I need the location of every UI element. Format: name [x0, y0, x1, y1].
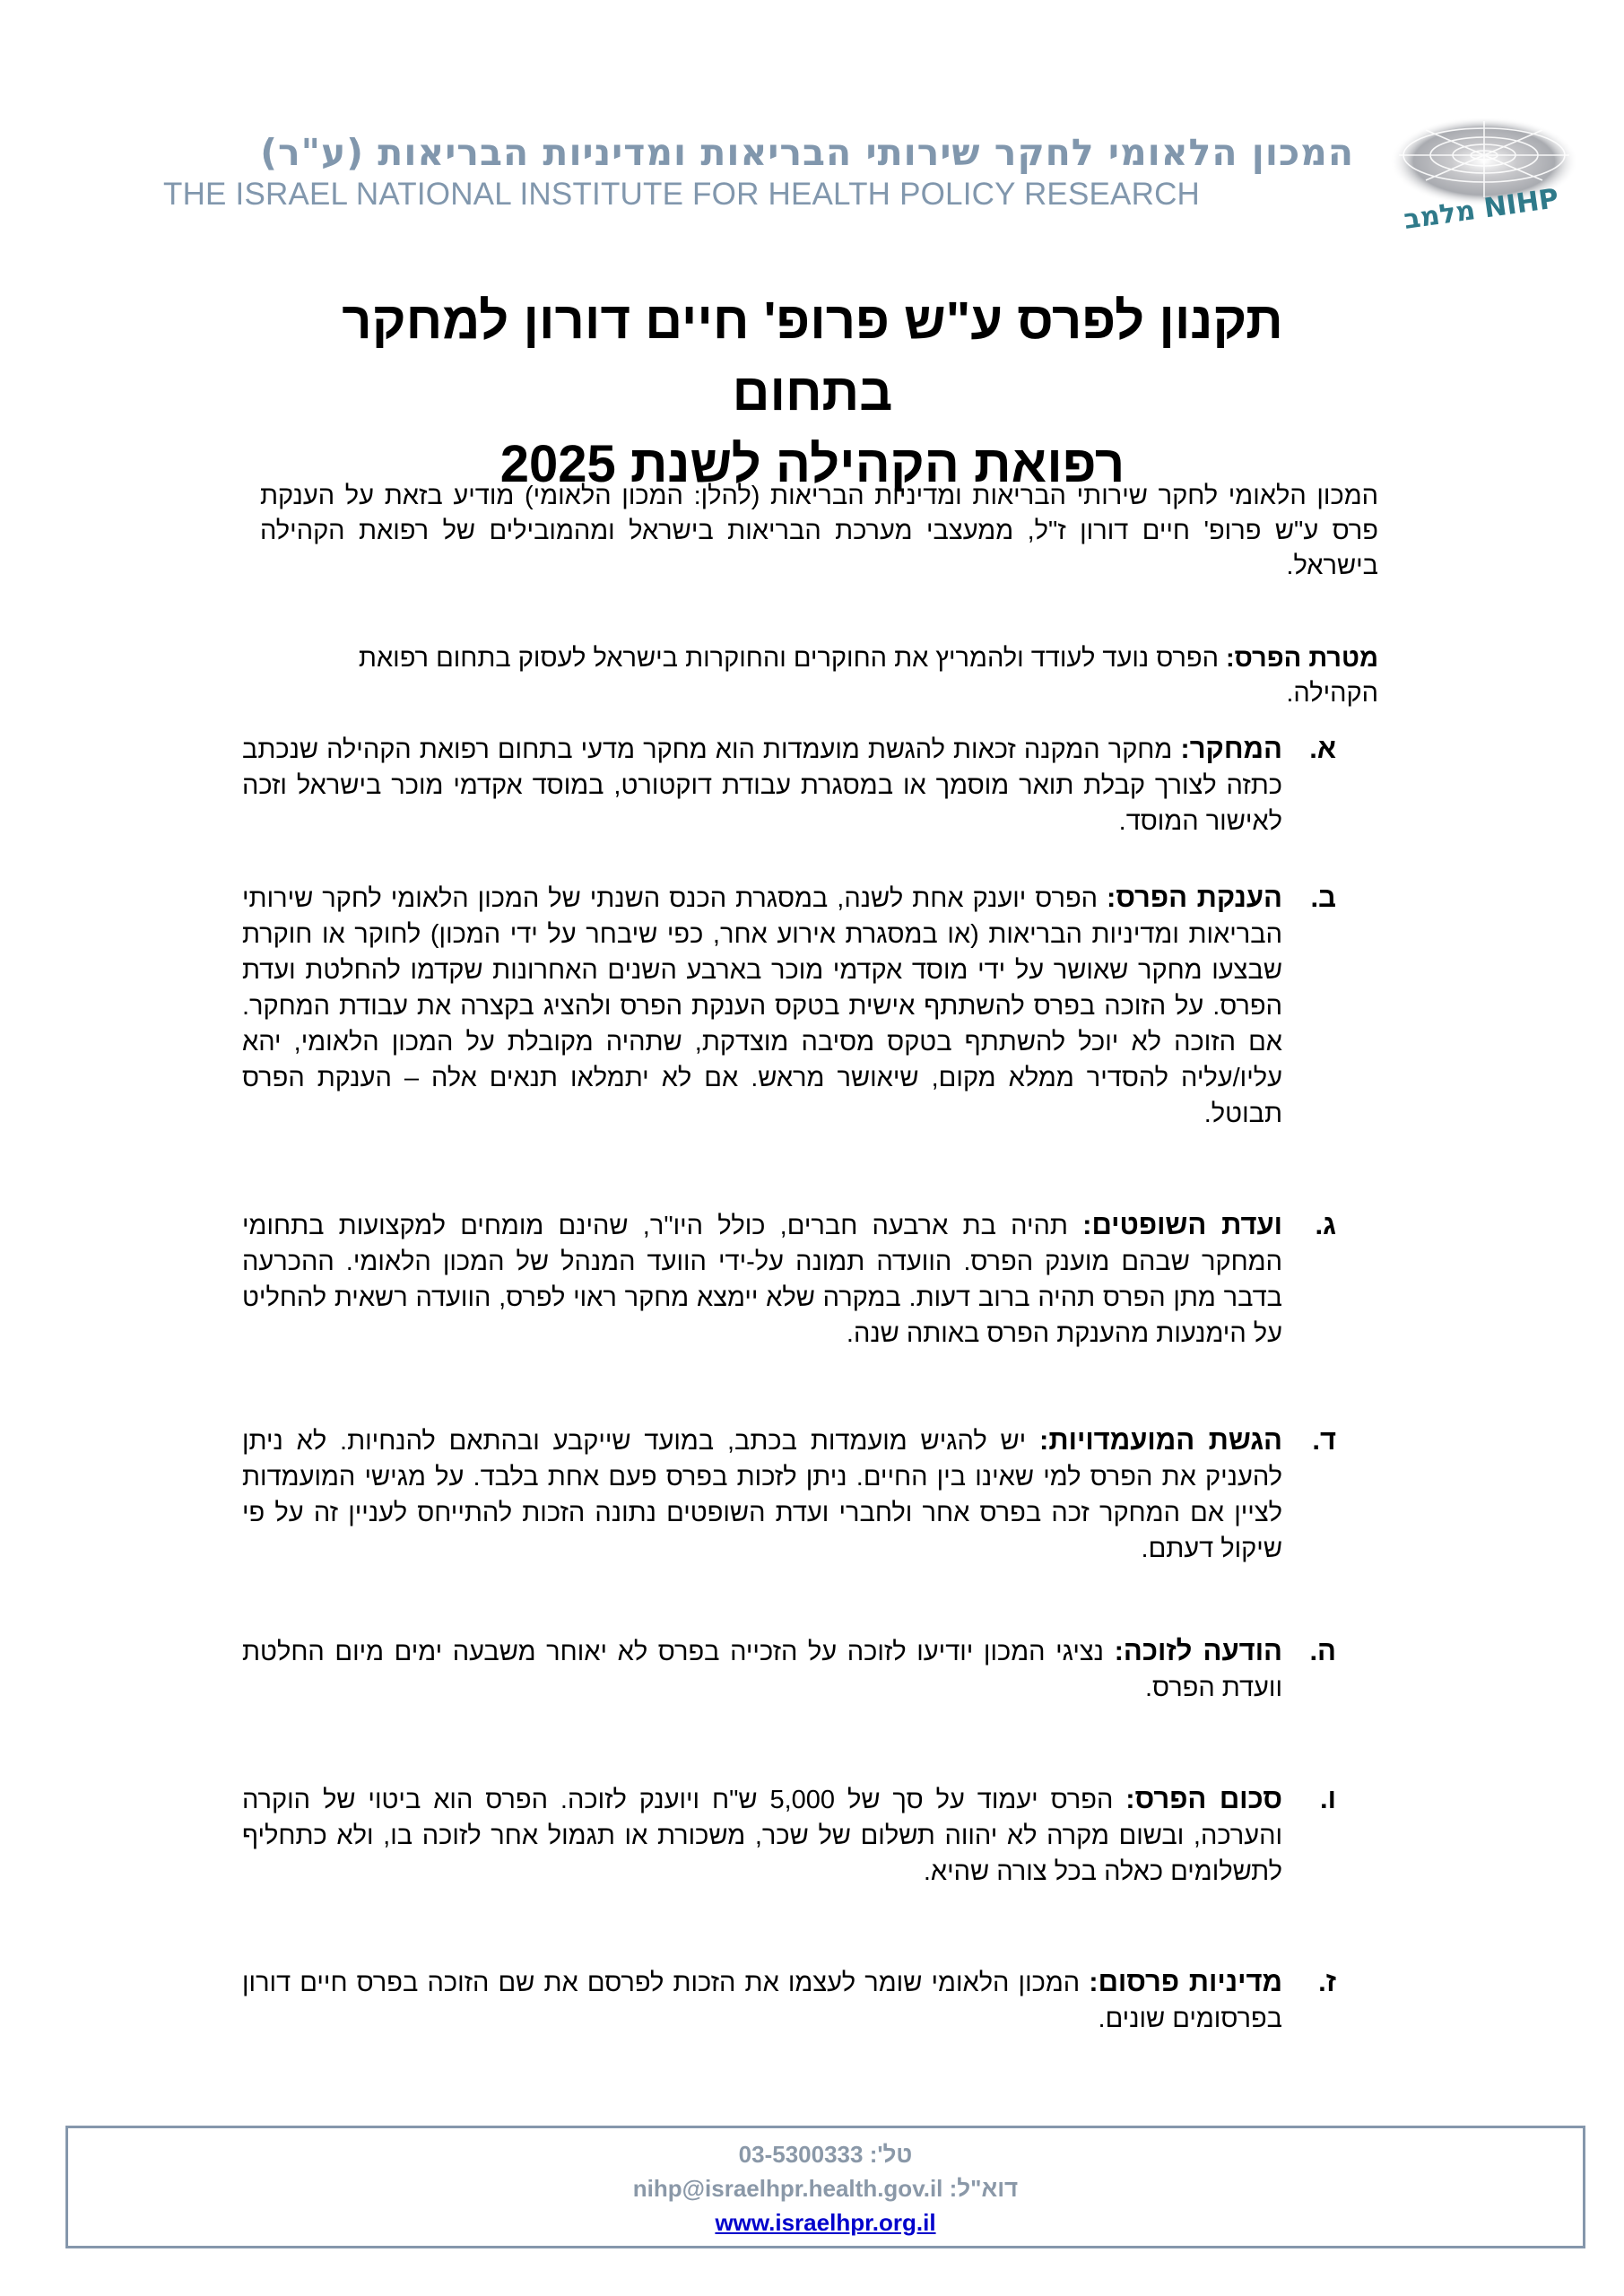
document-title	[269, 285, 1356, 500]
item-marker: ה.	[1309, 1635, 1336, 1666]
item-marker: ד.	[1312, 1424, 1336, 1456]
item-text: הפרס יוענק אחת לשנה, במסגרת הכנס השנתי של המכון הלאומי לחקר שירותי הבריאות ומדיניות הבריאות (או במסגרת אירוע אחר, כפי שיבחר על ידי המכון) לחוקר או חוקרת שבצעו מחקר שאושר על ידי מוסד אקדמי מוכר בארבע השנים האחרונות שקדמו להחלטת ועדת הפרס. על הזוכה בפרס להשתתף אישית בטקס הענקת הפרס ולהציג בקצרה את עבודת המחקר. אם הזוכה לא יוכל להשתתף בטקס מסיבה מוצדקת, שתהיה מקובלת על המכון הלאומי, יהא עליו/עליה להסדיר ממלא מקום, שיאושר מראש. אם לא יתמלאו תנאים אלה – הענקת הפרס תבוטל.	[242, 884, 1282, 1128]
item-marker: א.	[1309, 733, 1336, 764]
goal-text: הפרס נועד לעודד ולהמריץ את החוקרים והחוקרות בישראל לעסוק בתחום רפואת הקהילה.	[358, 644, 1378, 708]
item-marker: ב.	[1310, 882, 1336, 913]
item-label: הגשת המועמדויות:	[1039, 1424, 1282, 1456]
email-label: דוא"ל:	[949, 2175, 1019, 2202]
org-name-hebrew: המכון הלאומי לחקר שירותי הבריאות ומדיניות הבריאות (ע"ר)	[260, 131, 1354, 174]
title-line-1: תקנון לפרס ע"ש פרופ' חיים דורון למחקר בתחום	[342, 291, 1283, 422]
target-globe-icon	[1363, 112, 1592, 238]
intro-paragraph: המכון הלאומי לחקר שירותי הבריאות ומדיניות הבריאות (להלן: המכון הלאומי) מודיע בזאת על הענקת פרס ע"ש פרופ' חיים דורון ז"ל, ממעצבי מערכת הבריאות בישראל ומהמובילים של רפואת הקהילה בישראל.	[260, 482, 1378, 580]
item-marker: ג.	[1315, 1209, 1336, 1240]
prize-goal	[269, 641, 1378, 711]
website-line	[68, 2209, 1583, 2237]
title-line-2: רפואת הקהילה לשנת 2025	[499, 435, 1125, 493]
goal-label: מטרת הפרס:	[1226, 644, 1378, 673]
item-label: ועדת השופטים:	[1082, 1209, 1282, 1240]
item-label: הודעה לזוכה:	[1114, 1635, 1282, 1666]
item-marker: ז.	[1318, 1966, 1336, 1997]
item-label: סכום הפרס:	[1125, 1783, 1283, 1814]
logo-text: מלמב NIHP	[1402, 183, 1561, 236]
phone-label: טל':	[869, 2141, 913, 2168]
item-text: הפרס יעמוד על סך של 5,000 ש"ח ויוענק לזוכה. הפרס הוא ביטוי של הוקרה והערכה, ובשום מקרה לא יהווה תשלום של שכר, משכורת או תגמול אחר לזוכה בו, ולא כתחליף לתשלומים כאלה בכל צורה שהיא.	[242, 1786, 1282, 1886]
item-text: תהיה בת ארבעה חברים, כולל היו"ר, שהינם מומחים למקצועות בתחומי המחקר שבהם מוענק הפרס. הוועדה תמונה על-ידי הוועד המנהל של המכון הלאומי. ההכרעה בדבר מתן הפרס תהיה ברוב דעות. במקרה שלא יימצא מחקר ראוי לפרס, הוועדה רשאית להחליט על הימנעות מהענקת הפרס באותה שנה.	[242, 1212, 1282, 1348]
item-marker: ו.	[1320, 1783, 1336, 1814]
item-text: יש להגיש מועמדות בכתב, במועד שייקבע ובהתאם להנחיות. לא ניתן להעניק את הפרס למי שאינו בין החיים. ניתן לזכות בפרס פעם אחת בלבד. על מגישי המועמדות לציין אם המחקר זכה בפרס אחר ולחברי ועדת השופטים נתונה הזכות להתייחס לעניין זה על פי שיקול דעתם.	[242, 1427, 1282, 1563]
phone-line	[68, 2141, 1583, 2169]
item-text: מחקר המקנה זכאות להגשת מועמדות הוא מחקר מדעי בתחום רפואת הקהילה שנכתב כתזה לצורך קבלת תואר מוסמך או במסגרת עבודת דוקטורט, במוסד אקדמי מוכר בישראל וזכה לאישור המוסד.	[242, 735, 1282, 836]
website-link[interactable]: www.israelhpr.org.il	[715, 2209, 936, 2236]
email-address[interactable]: nihp@israelhpr.health.gov.il	[632, 2175, 943, 2202]
item-text: נציגי המכון יודיעו לזוכה על הזכייה בפרס לא יאוחר משבעה ימים מיום החלטת וועדת הפרס.	[242, 1638, 1282, 1702]
item-label: הענקת הפרס:	[1107, 882, 1282, 913]
phone-number: 03-5300333	[738, 2141, 864, 2168]
nihp-logo	[1363, 112, 1592, 238]
contact-footer	[65, 2126, 1585, 2248]
item-label: מדיניות פרסום:	[1089, 1966, 1282, 1997]
item-text: המכון הלאומי שומר לעצמו את הזכות לפרסם את שם הזוכה בפרס חיים דורון בפרסומים שונים.	[242, 1969, 1282, 2033]
org-name-english: THE ISRAEL NATIONAL INSTITUTE FOR HEALTH POLICY RESEARCH	[163, 177, 1201, 212]
email-line	[68, 2175, 1583, 2203]
item-label: המחקר:	[1180, 733, 1282, 764]
